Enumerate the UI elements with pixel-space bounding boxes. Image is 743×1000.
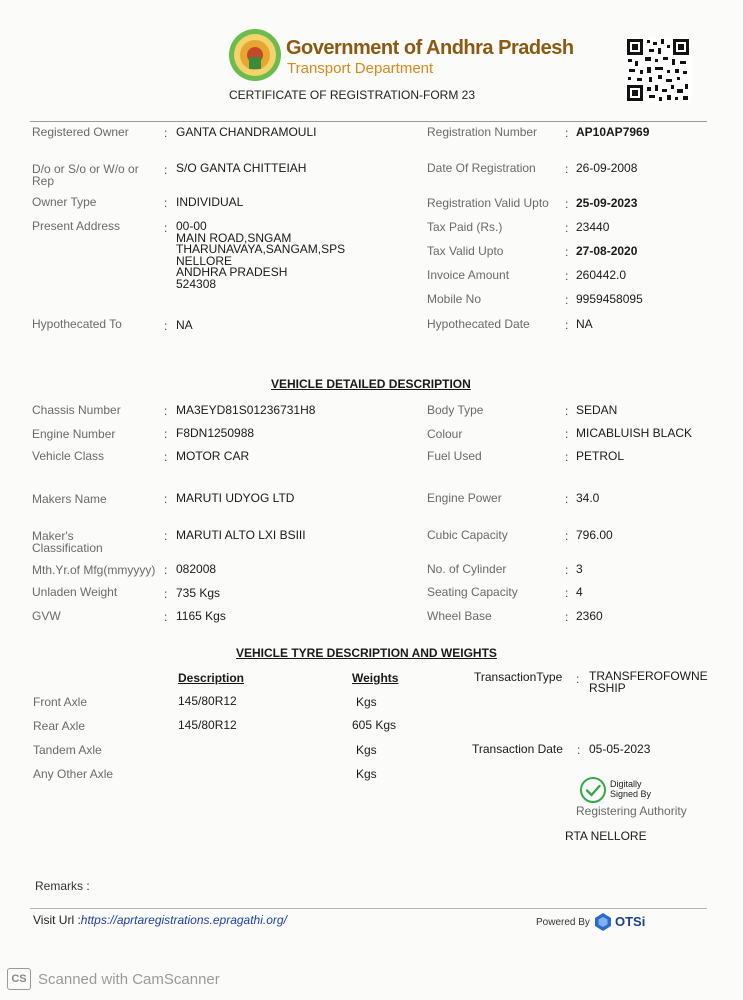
camscanner-logo-text: CS bbox=[11, 973, 27, 985]
tyre-section-title: VEHICLE TYRE DESCRIPTION AND WEIGHTS bbox=[236, 646, 497, 660]
relation-value: S/O GANTA CHITTEIAH bbox=[176, 161, 307, 175]
tyre-row-weight: Kgs bbox=[356, 695, 377, 709]
colon: : bbox=[565, 197, 569, 211]
chassis-value: MA3EYD81S01236731H8 bbox=[176, 403, 316, 417]
colon: : bbox=[164, 563, 168, 577]
invoice-value: 260442.0 bbox=[576, 268, 627, 282]
colon: : bbox=[164, 319, 168, 333]
owner-type-label: Owner Type bbox=[32, 195, 97, 209]
cc-value: 796.00 bbox=[576, 528, 613, 542]
power-label: Engine Power bbox=[427, 491, 502, 505]
colon: : bbox=[164, 163, 168, 177]
weights-header: Weights bbox=[352, 671, 399, 685]
transaction-date-label: Transaction Date bbox=[472, 742, 563, 756]
dept-title: Transport Department bbox=[287, 60, 434, 77]
colon: : bbox=[164, 221, 168, 235]
cc-label: Cubic Capacity bbox=[427, 528, 508, 542]
mobile-value: 9959458095 bbox=[576, 292, 643, 306]
cylinder-label: No. of Cylinder bbox=[427, 562, 507, 576]
body-label: Body Type bbox=[427, 403, 484, 417]
tyre-row-weight: Kgs bbox=[356, 767, 377, 781]
tyre-row-label: Front Axle bbox=[33, 695, 88, 709]
colon: : bbox=[565, 427, 569, 441]
form-title: CERTIFICATE OF REGISTRATION-FORM 23 bbox=[229, 88, 476, 102]
owner-type-value: INDIVIDUAL bbox=[176, 195, 244, 209]
reg-date-value: 26-09-2008 bbox=[576, 161, 638, 175]
powered-by-text: Powered By bbox=[536, 917, 590, 928]
engine-value: F8DN1250988 bbox=[176, 426, 255, 440]
relation-label: D/o or S/o or W/o or bbox=[32, 162, 139, 176]
reg-date-label: Date Of Registration bbox=[427, 161, 536, 175]
fuel-label: Fuel Used bbox=[427, 449, 482, 463]
mfg-value: 082008 bbox=[176, 562, 217, 576]
transaction-date-value: 05-05-2023 bbox=[589, 742, 651, 756]
colour-label: Colour bbox=[427, 427, 463, 441]
hypothecated-label: Hypothecated To bbox=[32, 317, 122, 331]
colon: : bbox=[565, 126, 569, 140]
colon: : bbox=[565, 492, 569, 506]
valid-upto-value: 25-09-2023 bbox=[576, 196, 638, 210]
colon: : bbox=[565, 610, 569, 624]
footer-divider bbox=[30, 908, 707, 909]
transaction-type-value-line2: RSHIP bbox=[589, 681, 626, 695]
colon: : bbox=[164, 492, 168, 506]
colon: : bbox=[164, 529, 168, 543]
unladen-value: 735 Kgs bbox=[176, 586, 221, 600]
desc-header: Description bbox=[178, 671, 245, 685]
ap-emblem-icon bbox=[227, 27, 283, 83]
colon: : bbox=[164, 196, 168, 210]
address-line: 00-00 bbox=[176, 219, 207, 233]
colon: : bbox=[565, 269, 569, 283]
classification-label: Maker's bbox=[32, 529, 74, 543]
class-label: Vehicle Class bbox=[32, 449, 105, 463]
visit-url-link[interactable]: https://aprtaregistrations.epragathi.org/ bbox=[80, 913, 287, 927]
body-value: SEDAN bbox=[576, 403, 618, 417]
address-line: THARUNAVAYA,SANGAM,SPS bbox=[176, 242, 346, 256]
wheelbase-value: 2360 bbox=[576, 609, 603, 623]
digital-signature-check-icon bbox=[579, 776, 607, 804]
colon: : bbox=[164, 404, 168, 418]
colon: : bbox=[576, 672, 580, 686]
seating-value: 4 bbox=[576, 585, 583, 599]
gvw-label: GVW bbox=[32, 609, 61, 623]
class-value: MOTOR CAR bbox=[176, 449, 250, 463]
tax-paid-value: 23440 bbox=[576, 220, 610, 234]
engine-label: Engine Number bbox=[32, 427, 116, 441]
colon: : bbox=[565, 318, 569, 332]
colon: : bbox=[565, 245, 569, 259]
reg-number-value: AP10AP7969 bbox=[576, 125, 650, 139]
tax-valid-label: Tax Valid Upto bbox=[427, 244, 504, 258]
relation-label-line2: Rep bbox=[32, 174, 55, 188]
colour-value: MICABLUISH BLACK bbox=[576, 426, 693, 440]
classification-label-line2: Classification bbox=[32, 541, 103, 555]
colon: : bbox=[164, 587, 168, 601]
transaction-type-value: TRANSFEROFOWNE bbox=[589, 669, 708, 683]
makers-value: MARUTI UDYOG LTD bbox=[176, 491, 295, 505]
tyre-row-desc: 145/80R12 bbox=[178, 718, 237, 732]
colon: : bbox=[565, 563, 569, 577]
unladen-label: Unladen Weight bbox=[32, 585, 118, 599]
hyp-date-label: Hypothecated Date bbox=[427, 317, 530, 331]
registered-owner-value: GANTA CHANDRAMOULI bbox=[176, 125, 317, 139]
mobile-label: Mobile No bbox=[427, 292, 482, 306]
reg-number-label: Registration Number bbox=[427, 125, 538, 139]
valid-upto-label: Registration Valid Upto bbox=[427, 196, 549, 210]
gov-title: Government of Andhra Pradesh bbox=[286, 37, 574, 59]
colon: : bbox=[565, 450, 569, 464]
colon: : bbox=[164, 126, 168, 140]
header-divider bbox=[30, 121, 707, 122]
power-value: 34.0 bbox=[576, 491, 600, 505]
colon: : bbox=[164, 450, 168, 464]
chassis-label: Chassis Number bbox=[32, 403, 121, 417]
colon: : bbox=[565, 221, 569, 235]
colon: : bbox=[577, 743, 581, 757]
tyre-row-weight: Kgs bbox=[356, 743, 377, 757]
colon: : bbox=[565, 529, 569, 543]
tax-valid-value: 27-08-2020 bbox=[576, 244, 638, 258]
colon: : bbox=[164, 427, 168, 441]
gvw-value: 1165 Kgs bbox=[176, 609, 226, 623]
colon: : bbox=[565, 162, 569, 176]
remarks-label: Remarks : bbox=[35, 879, 90, 893]
signed-by-text: Signed By bbox=[610, 789, 652, 799]
registered-owner-label: Registered Owner bbox=[32, 125, 129, 139]
address-line: ANDHRA PRADESH bbox=[176, 265, 288, 279]
qr-code-icon bbox=[625, 37, 691, 103]
otsi-brand: OTSi bbox=[615, 914, 646, 929]
seating-label: Seating Capacity bbox=[427, 585, 518, 599]
address-line: 524308 bbox=[176, 276, 217, 291]
classification-value: MARUTI ALTO LXI BSIII bbox=[176, 528, 306, 542]
address-line: MAIN ROAD,SNGAM bbox=[176, 230, 292, 245]
colon: : bbox=[565, 586, 569, 600]
address-line: NELLORE bbox=[176, 253, 233, 268]
invoice-label: Invoice Amount bbox=[427, 268, 510, 282]
camscanner-logo-icon bbox=[7, 968, 31, 990]
transaction-type-label: TransactionType bbox=[474, 670, 563, 684]
digitally-text: Digitally bbox=[610, 779, 642, 789]
makers-label: Makers Name bbox=[32, 492, 107, 506]
visit-url-label: Visit Url : bbox=[33, 913, 81, 927]
hyp-date-value: NA bbox=[576, 317, 593, 331]
camscanner-watermark: Scanned with CamScanner bbox=[38, 971, 220, 988]
tyre-row-weight: 605 Kgs bbox=[352, 718, 397, 732]
cylinder-value: 3 bbox=[576, 562, 583, 576]
otsi-logo-icon bbox=[593, 912, 613, 932]
colon: : bbox=[565, 404, 569, 418]
visit-url-row bbox=[33, 913, 287, 927]
tyre-row-label: Any Other Axle bbox=[33, 767, 114, 781]
colon: : bbox=[565, 293, 569, 307]
rta-name: RTA NELLORE bbox=[565, 829, 647, 843]
tyre-row-label: Rear Axle bbox=[33, 719, 86, 733]
tyre-row-desc: 145/80R12 bbox=[178, 694, 237, 708]
mfg-label: Mth.Yr.of Mfg(mmyyyy) bbox=[32, 563, 156, 577]
colon: : bbox=[164, 610, 168, 624]
wheelbase-label: Wheel Base bbox=[427, 609, 492, 623]
address-value bbox=[176, 221, 345, 290]
tax-paid-label: Tax Paid (Rs.) bbox=[427, 220, 503, 234]
vehicle-section-title: VEHICLE DETAILED DESCRIPTION bbox=[271, 377, 471, 391]
address-label: Present Address bbox=[32, 219, 121, 233]
tyre-row-label: Tandem Axle bbox=[33, 743, 102, 757]
registering-authority: Registering Authority bbox=[576, 804, 687, 818]
fuel-value: PETROL bbox=[576, 449, 625, 463]
hypothecated-value: NA bbox=[176, 318, 193, 332]
